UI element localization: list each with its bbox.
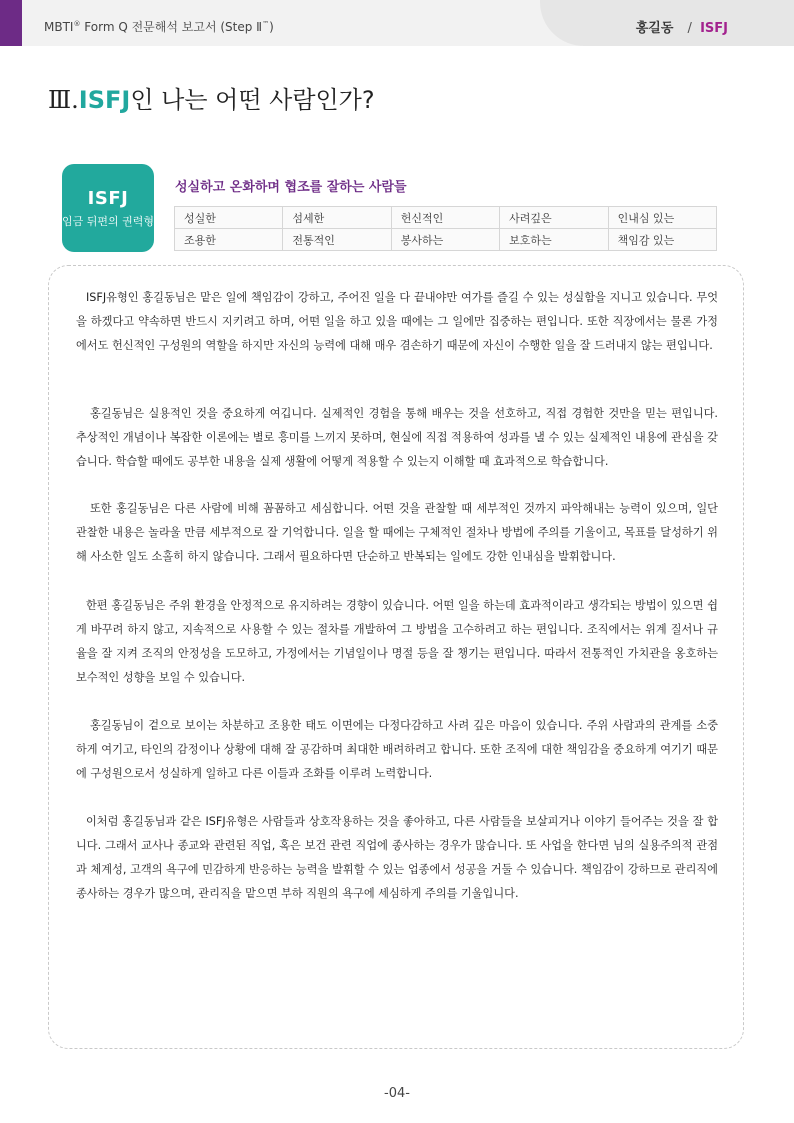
trait-cell: 조용한 xyxy=(175,229,283,251)
description-paragraph: 이처럼 홍길동님과 같은 ISFJ유형은 사람들과 상호작용하는 것을 좋아하고, 다른 사람들을 보살피거나 이야기 들어주는 것을 잘 합니다. 그래서 교사나 종교와 관련된 직업, 혹은 보건 관련 직업에 종사하는 경우가 많습니다. 또 사업을 한다면 님의 실용주의적 관점과 체계성, 고객의 욕구에 민감하게 반응하는 능력을 발휘할 수 있는 업종에서 성공을 거둘 수 있습니다. 책임감이 강하므로 관리직에 종사하는 경우가 많으며, 관리직을 맡으면 부하 직원의 욕구에 세심하게 주의를 기울입니다. xyxy=(76,815,718,900)
traits-table xyxy=(174,206,717,251)
trait-cell: 책임감 있는 xyxy=(608,229,716,251)
header-separator: / xyxy=(687,21,692,36)
section-title-text: 인 나는 어떤 사람인가? xyxy=(130,86,375,114)
traits-row xyxy=(175,229,717,251)
section-type: ISFJ xyxy=(78,86,131,114)
description-paragraph: ISFJ유형인 홍길동님은 맡은 일에 책임감이 강하고, 주어진 일을 다 끝내야만 여가를 즐길 수 있는 성실함을 지니고 있습니다. 무엇을 하겠다고 약속하면 반드시 지키려고 하며, 어떤 일을 하고 있을 때에는 그 일에만 집중하는 편입니다. 또한 직장에서는 물론 가정에서도 헌신적인 구성원의 역할을 하지만 자신의 능력에 대해 매우 겸손하기 때문에 자신이 수행한 일을 잘 드러내지 않는 편입니다. xyxy=(76,291,718,352)
section-number: Ⅲ. xyxy=(48,86,79,114)
traits-row xyxy=(175,207,717,229)
trait-cell: 섬세한 xyxy=(283,207,391,229)
trait-cell: 보호하는 xyxy=(500,229,608,251)
section-title xyxy=(48,80,375,115)
trait-cell: 봉사하는 xyxy=(391,229,499,251)
description-paragraph: 또한 홍길동님은 다른 사람에 비해 꼼꼼하고 세심합니다. 어떤 것을 관찰할 때 세부적인 것까지 파악해내는 능력이 있으며, 일단 관찰한 내용은 놀라울 만큼 세부적으로 잘 기억합니다. 일을 할 때에는 구체적인 절차나 방법에 주의를 기울이고, 목표를 달성하기 위해 사소한 일도 소홀히 하지 않습니다. 그래서 필요하다면 단순하고 반복되는 일에도 강한 인내심을 발휘합니다. xyxy=(76,502,718,563)
summary-heading: 성실하고 온화하며 협조를 잘하는 사람들 xyxy=(175,180,407,195)
report-title: MBTI® Form Q 전문해석 보고서 (Step Ⅱ™) xyxy=(44,20,274,34)
trait-cell: 성실한 xyxy=(175,207,283,229)
description-paragraph: 홍길동님이 겉으로 보이는 차분하고 조용한 태도 이면에는 다정다감하고 사려 깊은 마음이 있습니다. 주위 사람과의 관계를 소중하게 여기고, 타인의 감정이나 상황에 대해 잘 공감하며 최대한 배려하려고 합니다. 또한 조직에 대한 책임감을 중요하게 여기기 때문에 구성원으로서 성실하게 일하고 다른 이들과 조화를 이루려 노력합니다. xyxy=(76,719,718,780)
type-badge xyxy=(62,164,154,252)
trait-cell: 사려깊은 xyxy=(500,207,608,229)
person-type: ISFJ xyxy=(700,21,728,36)
person-name: 홍길동 xyxy=(635,21,674,36)
badge-type-name: 임금 뒤편의 권력형 xyxy=(62,215,155,228)
trait-cell: 인내심 있는 xyxy=(608,207,716,229)
trait-cell: 헌신적인 xyxy=(391,207,499,229)
description-paragraph: 홍길동님은 실용적인 것을 중요하게 여깁니다. 실제적인 경험을 통해 배우는 것을 선호하고, 직접 경험한 것만을 믿는 편입니다. 추상적인 개념이나 복잡한 이론에는 별로 흥미를 느끼지 못하며, 현실에 직접 적용하여 성과를 낼 수 있는 실제적인 내용에 관심을 갖습니다. 학습할 때에도 공부한 내용을 실제 생활에 어떻게 적용할 수 있는지 이해할 때 효과적으로 학습합니다. xyxy=(76,407,718,468)
badge-type-code: ISFJ xyxy=(87,188,129,209)
page-number: -04- xyxy=(384,1086,410,1101)
description-paragraph: 한편 홍길동님은 주위 환경을 안정적으로 유지하려는 경향이 있습니다. 어떤 일을 하는데 효과적이라고 생각되는 방법이 있으면 쉽게 바꾸려 하지 않고, 지속적으로 사용할 수 있는 절차를 개발하여 그 방법을 고수하려고 하는 편입니다. 조직에서는 위계 질서나 규율을 잘 지켜 조직의 안정성을 도모하고, 가정에서는 기념일이나 명절 등을 잘 챙기는 편입니다. 따라서 전통적인 가치관을 옹호하는 보수적인 성향을 보일 수 있습니다. xyxy=(76,599,718,684)
trait-cell: 전통적인 xyxy=(283,229,391,251)
header-person xyxy=(636,17,728,36)
header-accent-bar xyxy=(0,0,22,46)
